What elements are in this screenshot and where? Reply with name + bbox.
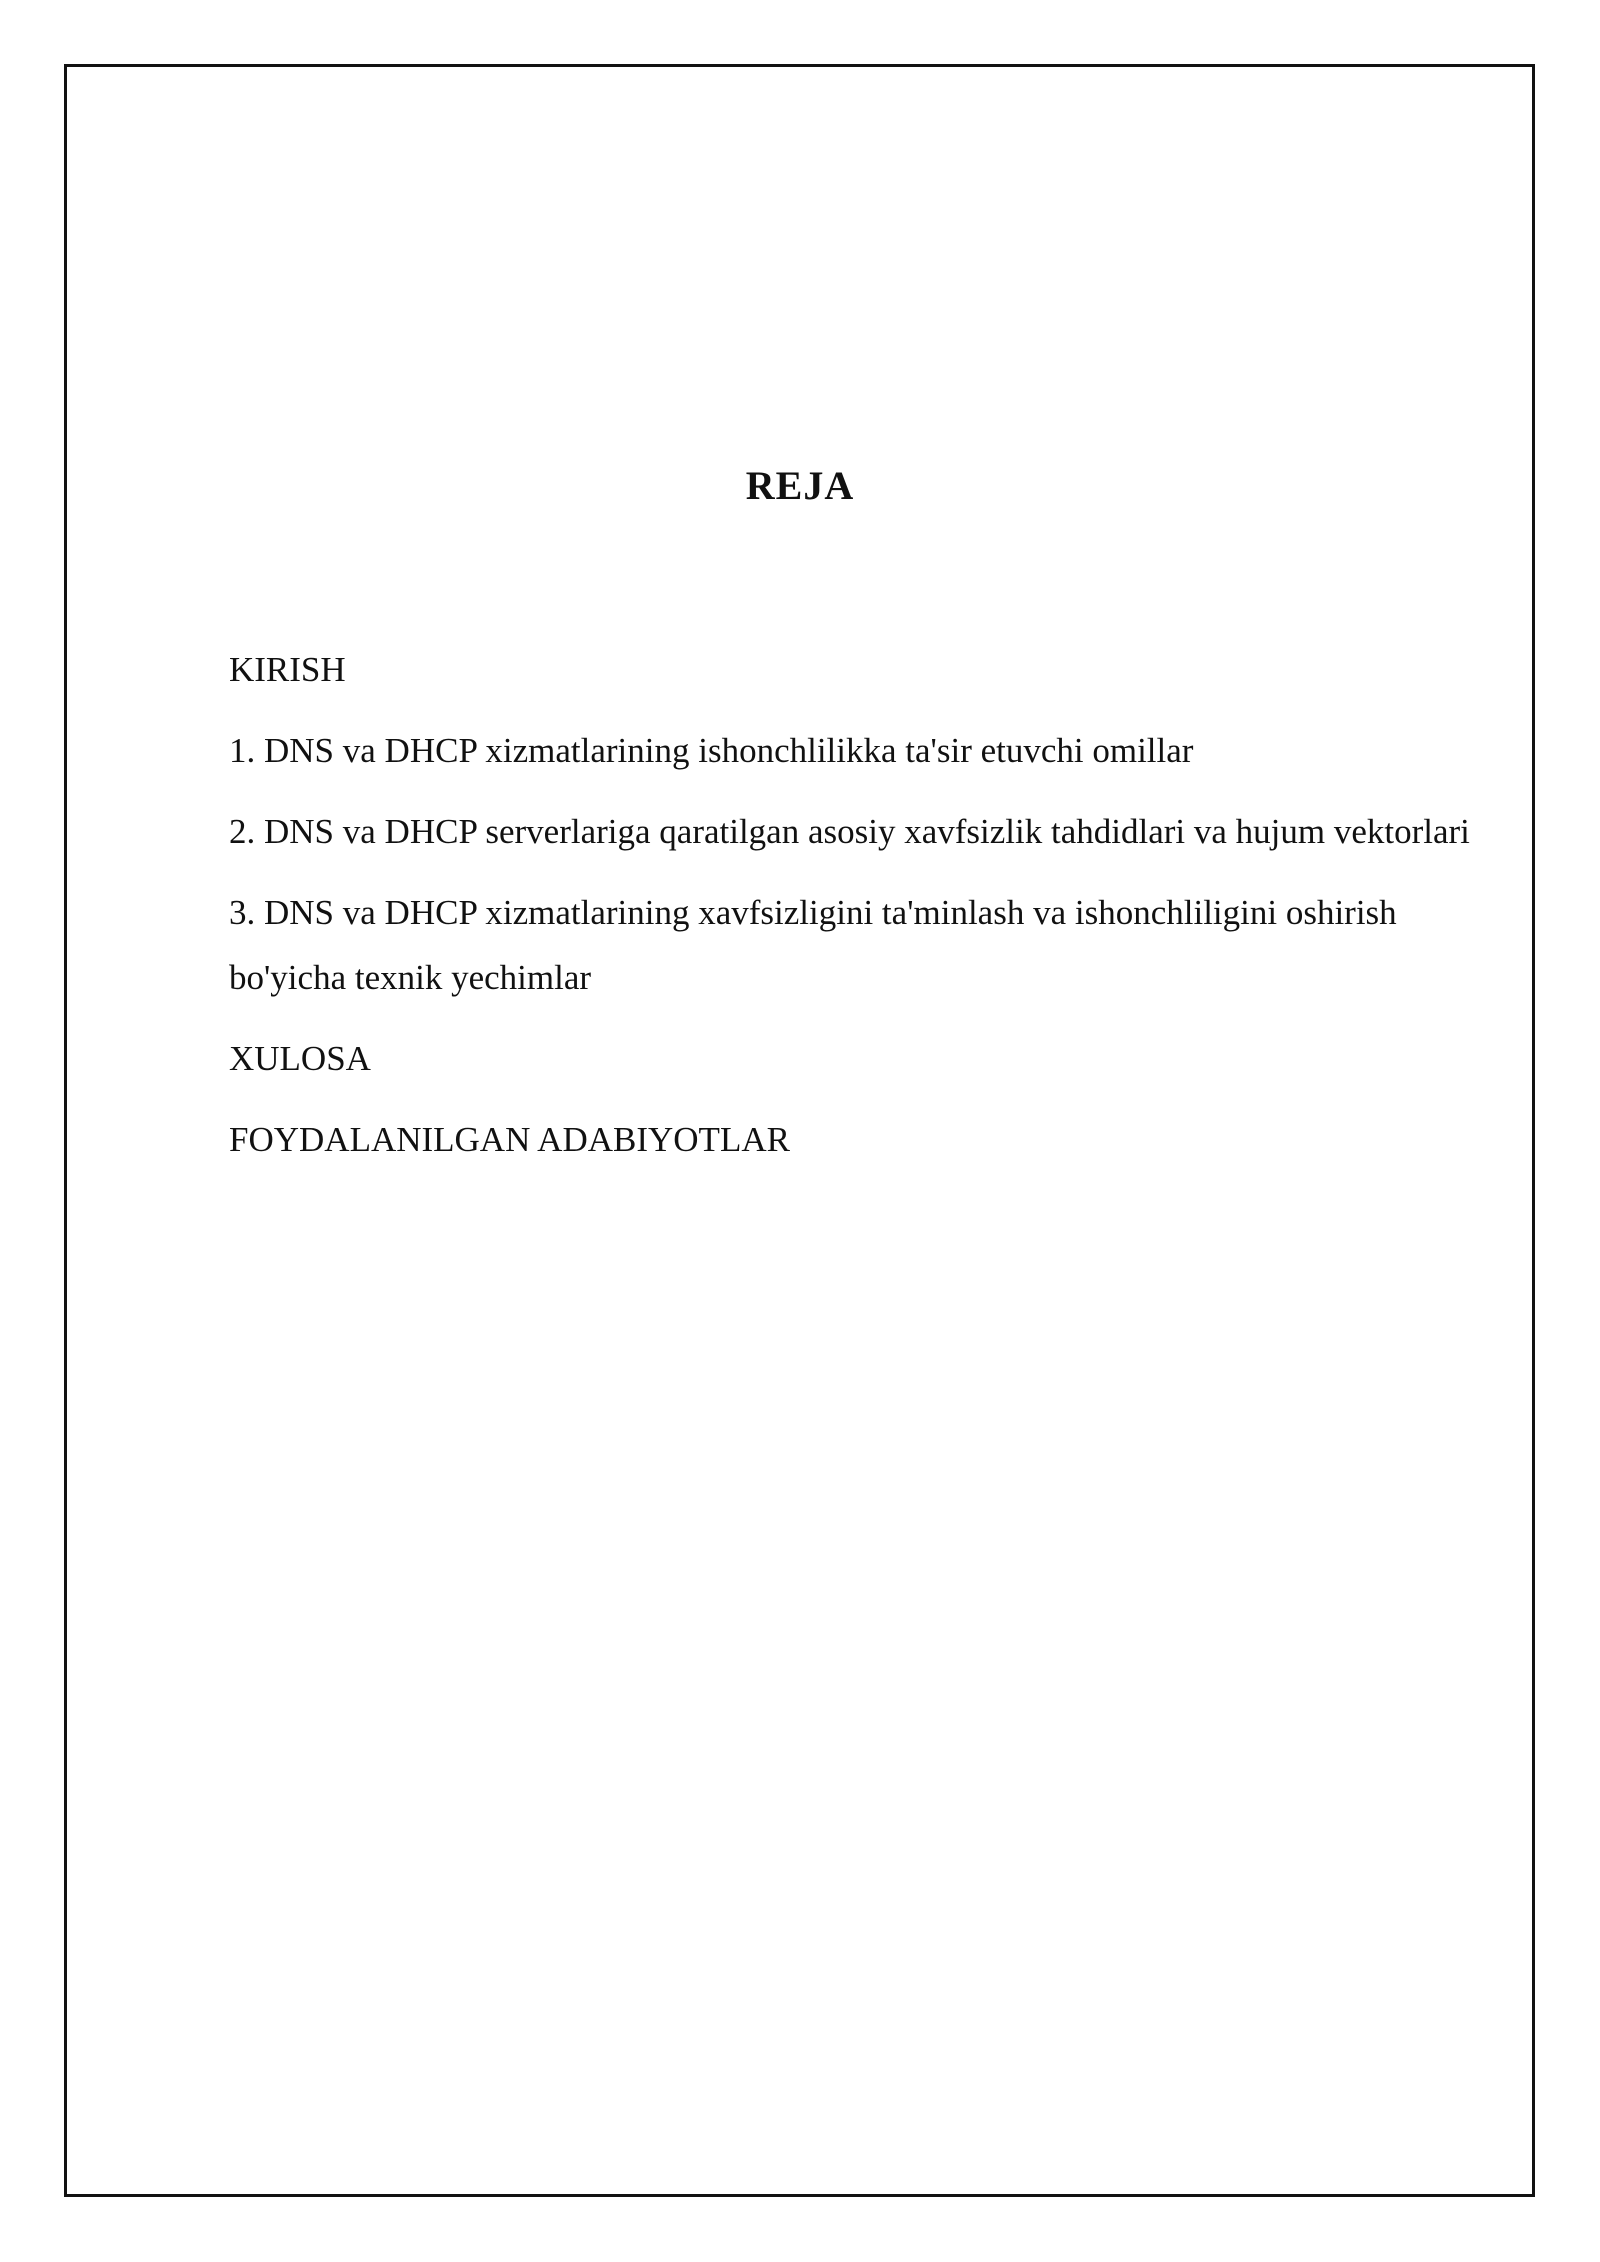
toc-item-conclusion: XULOSA: [229, 1039, 371, 1078]
page-title: REJA: [745, 463, 855, 508]
toc-item-section-2: 2. DNS va DHCP serverlariga qaratilgan asosiy xavfsizlik tahdidlari va hujum vektorlari: [229, 812, 1470, 851]
toc-item-references: FOYDALANILGAN ADABIYOTLAR: [229, 1120, 790, 1159]
toc-item-section-3: 3. DNS va DHCP xizmatlarining xavfsizligini ta'minlash va ishonchliligini oshirish bo'yicha texnik yechimlar: [229, 893, 1397, 997]
toc-item-introduction: KIRISH: [229, 650, 346, 689]
toc-item-section-1: 1. DNS va DHCP xizmatlarining ishonchlilikka ta'sir etuvchi omillar: [229, 731, 1194, 770]
table-of-contents: [229, 637, 1509, 1188]
